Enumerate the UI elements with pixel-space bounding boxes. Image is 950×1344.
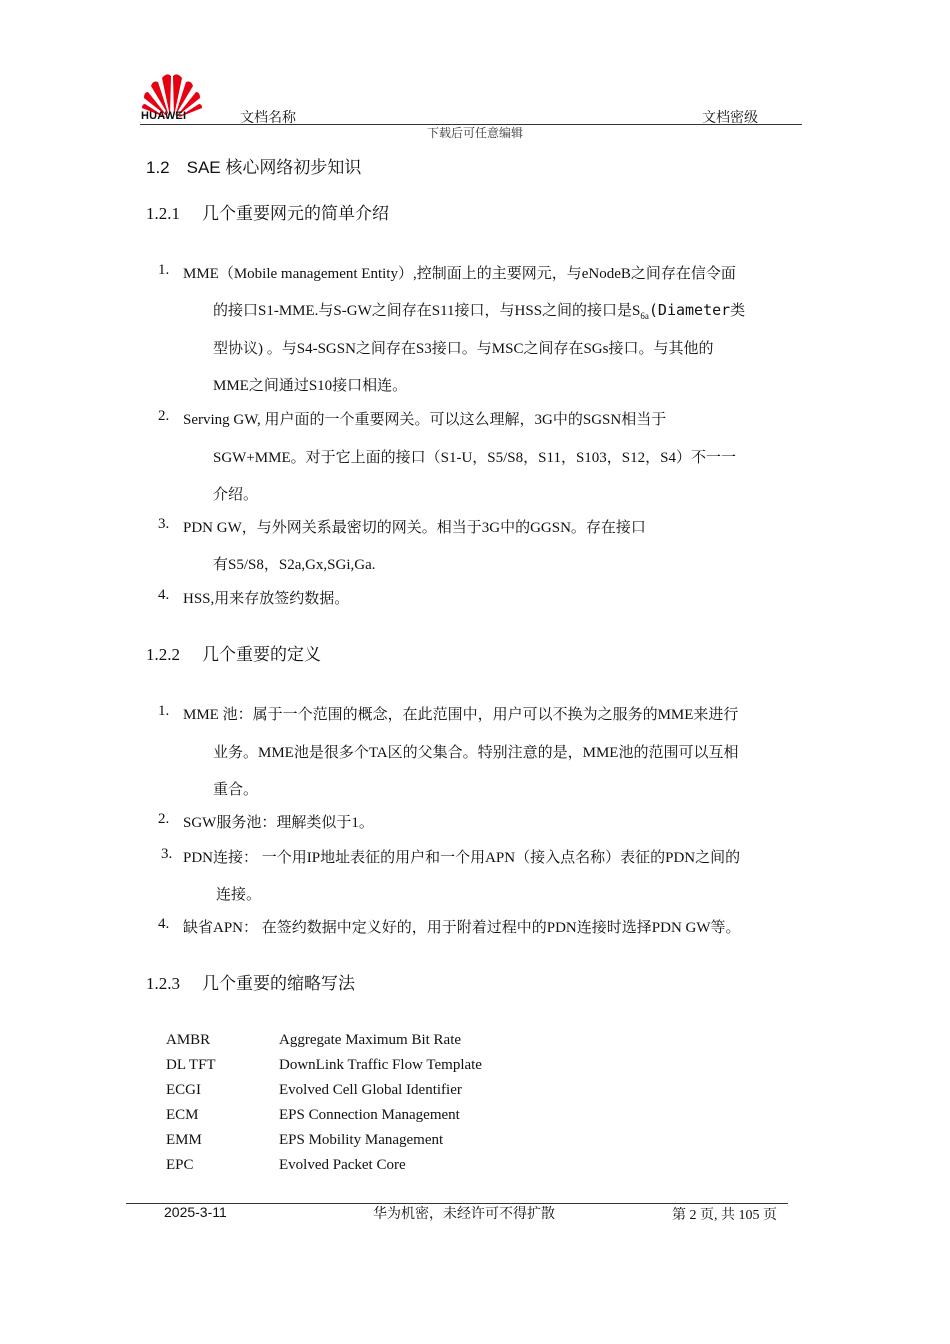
list-number: 2. <box>158 408 170 424</box>
list-item-line: 型协议) 。与S4-SGSN之间存在S3接口。与MSC之间存在SGs接口。与其他的 <box>213 341 714 357</box>
subsection-heading-1 <box>146 199 389 224</box>
list-number: 2. <box>158 811 170 827</box>
subsection-title: 几个重要的定义 <box>202 645 321 664</box>
list-item-line: 的接口S1-MME.与S-GW之间存在S11接口，与HSS之间的接口是$S_{6a}(Diameter$类 <box>213 301 746 321</box>
abbr-expansion: Evolved Packet Core <box>279 1157 406 1173</box>
abbr-expansion: DownLink Traffic Flow Template <box>279 1057 482 1073</box>
abbr-term: ECM <box>166 1107 199 1123</box>
subsection-heading-2 <box>146 640 321 665</box>
list-item-line: SGW服务池：理解类似于1。 <box>183 815 374 831</box>
list-item-line: HSS,用来存放签约数据。 <box>183 591 350 607</box>
footer-page-number: 第 2 页, 共 105 页 <box>672 1208 777 1223</box>
abbr-expansion: Evolved Cell Global Identifier <box>279 1082 462 1098</box>
list-item-line: 缺省APN： 在签约数据中定义好的，用于附着过程中的PDN连接时选择PDN GW等。 <box>183 920 741 936</box>
abbr-expansion: EPS Connection Management <box>279 1107 460 1123</box>
list-item-line: 连接。 <box>216 887 262 903</box>
header-doc-name: 文档名称 <box>240 109 296 125</box>
subsection-number: 1.2.1 <box>146 204 180 223</box>
list-item-line: MME 池：属于一个范围的概念，在此范围中，用户可以不换为之服务的MME来进行 <box>183 707 739 723</box>
header-doc-secret: 文档密级 <box>702 109 758 125</box>
footer-confidential: 华为机密，未经许可不得扩散 <box>373 1207 555 1222</box>
abbr-term: DL TFT <box>166 1057 216 1073</box>
list-item-line: MME（Mobile management Entity）,控制面上的主要网元，与eNodeB之间存在信令面 <box>183 266 736 282</box>
list-number: 4. <box>158 587 170 603</box>
list-number: 3. <box>158 516 170 532</box>
subsection-title: 几个重要的缩略写法 <box>202 974 355 993</box>
section-heading: 1.2 SAE 核心网络初步知识 <box>146 158 362 177</box>
header-note: 下载后可任意编辑 <box>426 126 523 140</box>
subsection-number: 1.2.3 <box>146 974 180 993</box>
list-item-line: 介绍。 <box>213 487 259 503</box>
abbr-term: ECGI <box>166 1082 201 1098</box>
abbr-term: EMM <box>166 1132 202 1148</box>
abbr-expansion: Aggregate Maximum Bit Rate <box>279 1032 462 1048</box>
list-number: 3. <box>161 846 173 862</box>
list-number: 4. <box>158 916 170 932</box>
list-item-line: PDN连接： 一个用IP地址表征的用户和一个用APN（接入点名称）表征的PDN之间的 <box>183 850 741 866</box>
list-number: 1. <box>158 262 170 278</box>
list-item-line: 业务。MME池是很多个TA区的父集合。特别注意的是，MME池的范围可以互相 <box>213 745 739 761</box>
huawei-wordmark: HUAWEI <box>141 110 187 122</box>
subsection-heading-3 <box>146 969 355 994</box>
list-item-line: 重合。 <box>213 782 259 798</box>
abbr-term: AMBR <box>166 1032 211 1048</box>
list-item-line: PDN GW，与外网关系最密切的网关。相当于3G中的GGSN。存在接口 <box>183 520 646 536</box>
list-item-line: 有S5/S8，S2a,Gx,SGi,Ga. <box>213 557 376 573</box>
list-item-line: MME之间通过S10接口相连。 <box>213 378 408 394</box>
list-number: 1. <box>158 703 170 719</box>
abbr-expansion: EPS Mobility Management <box>279 1132 444 1148</box>
list-item-line: Serving GW, 用户面的一个重要网关。可以这么理解，3G中的SGSN相当于 <box>183 412 667 428</box>
subsection-title: 几个重要网元的简单介绍 <box>202 204 389 223</box>
abbr-term: EPC <box>166 1157 194 1173</box>
list-item-line: SGW+MME。对于它上面的接口（S1-U，S5/S8，S11，S103，S12，S4）不一一 <box>213 450 736 466</box>
footer-date: 2025-3-11 <box>164 1204 227 1220</box>
subsection-number: 1.2.2 <box>146 645 180 664</box>
